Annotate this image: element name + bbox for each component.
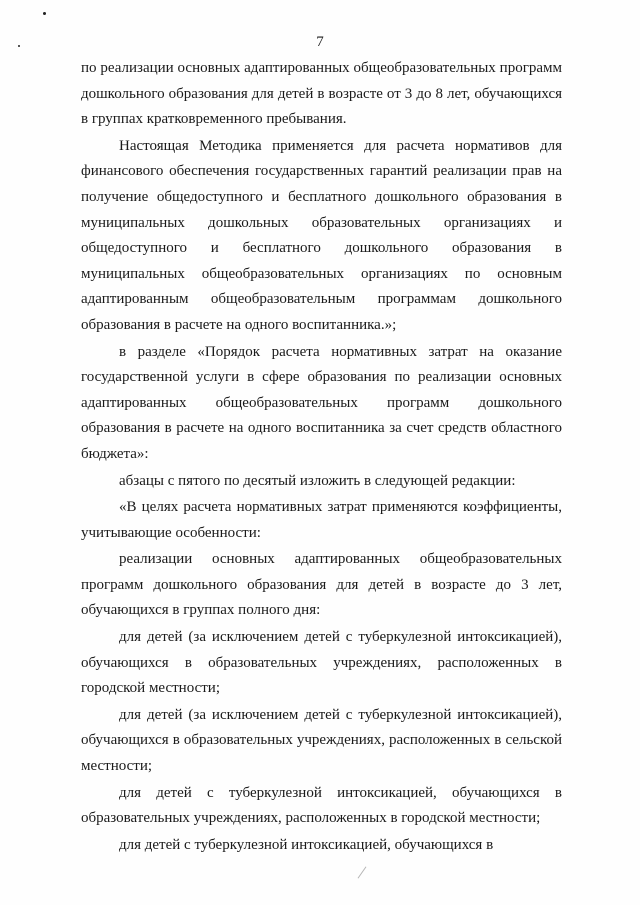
paragraph-list-item: для детей с туберкулезной интоксикацией, обучающихся в образовательных учреждениях, расположенных в городской местности; — [81, 784, 562, 827]
paragraph-list-item: для детей с туберкулезной интоксикацией, обучающихся в — [119, 836, 494, 853]
paragraph-continuation: по реализации основных адаптированных общеобразовательных программ дошкольного образования для детей в возрасте от 3 до 8 лет, обучающихся в группах кратковременного пребывания. — [81, 60, 562, 128]
paragraph-amendment-instruction: абзацы с пятого по десятый изложить в следующей редакции: — [119, 472, 516, 489]
paragraph-section-reference: в разделе «Порядок расчета нормативных затрат на оказание государственной услуги в сфере образования по реализации основных адаптированных общеобразовательных программ дошкольного образования в расчете на одного воспитанника за счет средств областного бюджета»: — [81, 343, 562, 462]
paragraph-list-item: для детей (за исключением детей с туберкулезной интоксикацией), обучающихся в образовательных учреждениях, расположенных в городской местности; — [81, 629, 562, 697]
scan-speck — [43, 12, 46, 15]
document-body — [81, 56, 562, 859]
paragraph-methodology-scope: Настоящая Методика применяется для расчета нормативов для финансового обеспечения государственных гарантий реализации прав на получение общедоступного и бесплатного дошкольного образования в муниципальных дошкольных образовательных организациях и общедоступного и бесплатного дошкольного образования в муниципальных общеобразовательных организациях по основным адаптированным общеобразовательным программам дошкольного образования в расчете на одного воспитанника.»; — [81, 137, 562, 333]
scan-streak — [358, 866, 367, 878]
page-number: 7 — [316, 34, 324, 50]
paragraph-coefficients-intro: «В целях расчета нормативных затрат применяются коэффициенты, учитывающие особенности: — [81, 499, 562, 541]
paragraph-program-realization: реализации основных адаптированных общеобразовательных программ дошкольного образования для детей в возрасте до 3 лет, обучающихся в группах полного дня: — [81, 551, 562, 619]
paragraph-list-item: для детей (за исключением детей с туберкулезной интоксикацией), обучающихся в образовательных учреждениях, расположенных в сельской местности; — [81, 706, 562, 775]
